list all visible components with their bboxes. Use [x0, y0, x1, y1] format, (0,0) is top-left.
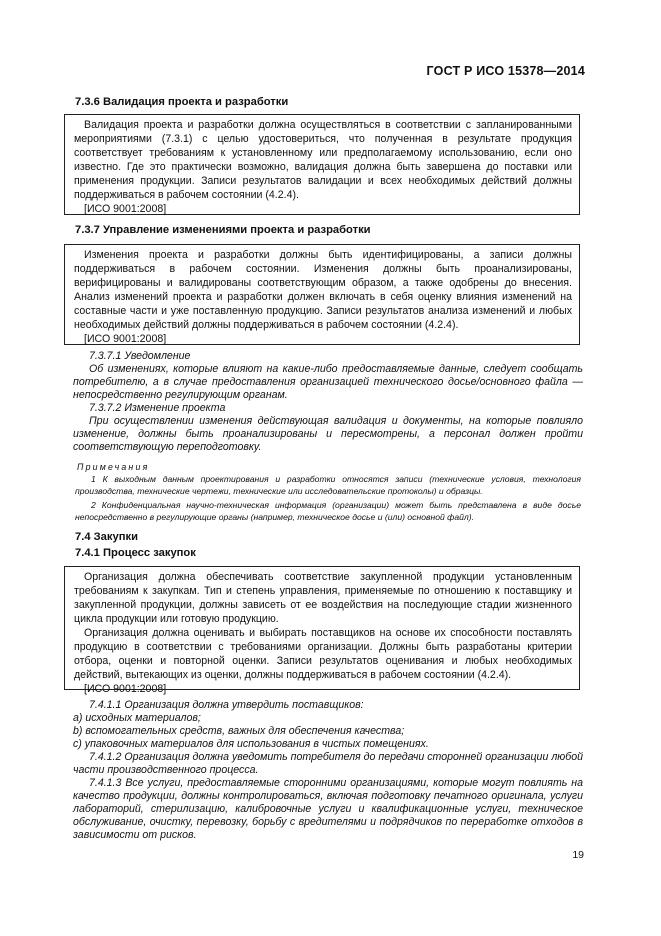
box-text-2: Организация должна оценивать и выбирать поставщиков на основе их способности поставлять продукцию в соответствии с требованиями организации. Должны быть разработаны критерии отбора, оценки и повторной оценки. Записи результатов оценивания и любых необходимых действий, вытекающих из оценки, должны поддерживаться в рабочем состоянии (4.2.4).	[74, 627, 572, 681]
list-item-b: b) вспомогательных средств, важных для обеспечения качества;	[73, 725, 405, 737]
clause-7-3-7-body	[73, 350, 583, 454]
clause-text: При осуществлении изменения действующая валидация и документы, на которые повлияло изменение, должны быть проанализированы и пересмотрены, а персонал должен пройти соответствующую переподготовку.	[73, 415, 583, 453]
clause-heading: 7.3.7.2 Изменение проекта	[89, 402, 226, 414]
section-title-7-3-7: 7.3.7 Управление изменениями проекта и разработки	[75, 224, 371, 236]
page-number: 19	[572, 849, 584, 861]
box-ref: [ИСО 9001:2008]	[84, 683, 167, 695]
box-ref: [ИСО 9001:2008]	[84, 203, 167, 215]
notes-title: Примечания	[77, 462, 150, 472]
standard-header: ГОСТ Р ИСО 15378—2014	[426, 64, 585, 78]
list-item-a: a) исходных материалов;	[73, 712, 201, 724]
list-item-c: c) упаковочных материалов для использования в чистых помещениях.	[73, 738, 429, 750]
note-2: 2 Конфиденциальная научно-техническая информация (организации) может быть представлена в виде досье непосредственно в регулирующие органы (например, техническое досье и (или) основной файл).	[75, 500, 581, 522]
note-1: 1 К выходным данным проектирования и разработки относятся записи (технические условия, технология производства, технические чертежи, технические или исследовательские протоколы) и образцы.	[75, 474, 581, 496]
section-title-7-4: 7.4 Закупки	[75, 531, 138, 543]
clause-text: Об изменениях, которые влияют на какие-либо предоставляемые данные, следует сообщать потребителю, а в случае предоставления организацией технического досье/основного файла — непосредственно регулирующим органам.	[73, 363, 583, 401]
quote-box-7-3-7	[64, 244, 580, 345]
box-text-1: Организация должна обеспечивать соответствие закупленной продукции установленным требованиям к закупкам. Тип и степень управления, применяемые по отношению к поставщику и закупленной продукции, должны зависеть от ее воздействия на последующие стадии жизненного цикла продукции или готовую продукцию.	[74, 571, 572, 625]
section-title-7-4-1: 7.4.1 Процесс закупок	[75, 547, 196, 559]
box-ref: [ИСО 9001:2008]	[84, 333, 167, 345]
quote-box-7-4-1	[64, 566, 580, 695]
section-title-7-3-6: 7.3.6 Валидация проекта и разработки	[75, 96, 289, 108]
clause-text: 7.4.1.1 Организация должна утвердить поставщиков:	[89, 699, 364, 711]
clause-7-4-1-body	[73, 699, 583, 842]
quote-box-7-3-6	[64, 114, 580, 215]
clause-heading: 7.3.7.1 Уведомление	[89, 350, 191, 362]
box-text: Изменения проекта и разработки должны быть идентифицированы, а записи должны поддерживаться в рабочем состоянии. Изменения должны быть проанализированы, верифицированы и валидированы соответствующим образом, а также одобрены до внесения. Анализ изменений проекта и разработки должен включать в себя оценку влияния изменений на составные части и уже поставленную продукцию. Записи результатов анализа изменений и любых необходимых действий должны поддерживаться в рабочем состоянии (4.2.4).	[74, 249, 572, 331]
notes-block	[75, 461, 581, 523]
box-text: Валидация проекта и разработки должна осуществляться в соответствии с запланированными мероприятиями (7.3.1) с целью удостовериться, что полученная в результате продукция соответствует требованиям к установленному или предполагаемому использованию, если оно известно. Где это практически возможно, валидация должна быть завершена до поставки или применения продукции. Записи результатов валидации и всех необходимых действий должны поддерживаться в рабочем состоянии (4.2.4).	[74, 119, 572, 201]
clause-text: 7.4.1.2 Организация должна уведомить потребителя до передачи сторонней организации любой части производственного процесса.	[73, 751, 583, 776]
clause-text: 7.4.1.3 Все услуги, предоставляемые сторонними организациями, которые могут повлиять на качество продукции, должны контролироваться, включая подготовку печатного оригинала, услуги лабораторий, стерилизацию, калибровочные услуги и квалификационные услуги, техническое обслуживание, очистку, перевозку, борьбу с вредителями и подрядчиков по переработке отходов в зависимости от рисков.	[73, 777, 583, 841]
